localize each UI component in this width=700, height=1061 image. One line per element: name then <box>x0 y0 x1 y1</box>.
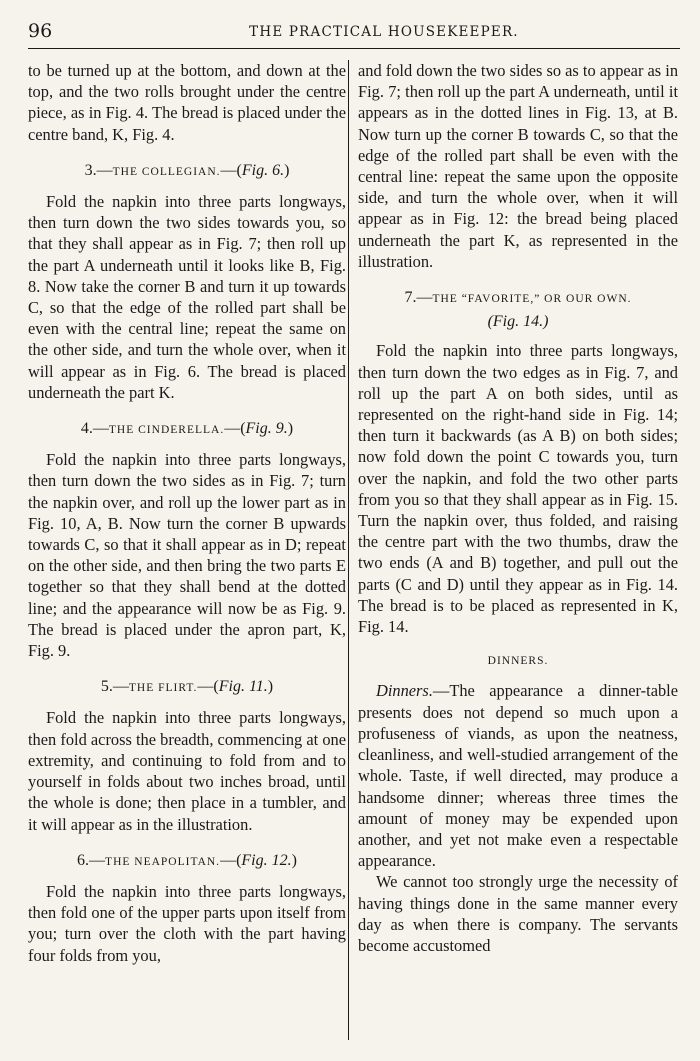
paragraph-collegian: Fold the napkin into three parts longways, then turn down the two sides towards you, so that they shall appear as in Fig. 7; then roll up the part A underneath until it looks like B, Fig. 8. Now take the corner B and turn it up towards C, so that the edge of the rolled part shall be even with the central line; repeat the same on the other side, and turn the whole over, when it will appear as in Fig. 6. The bread is placed underneath the part K. <box>28 192 346 402</box>
paragraph-flirt: Fold the napkin into three parts longways, then fold across the breadth, commencing at one extremity, and continuing to fold from and to yourself in folds about two inches broad, until the whole is done; then place in a tumbler, and it will appear as in the illustration. <box>28 708 346 834</box>
section-heading-cinderella: 4.—THE CINDERELLA.—(Fig. 9.) <box>80 420 294 438</box>
paragraph-continued: to be turned up at the bottom, and down at the top, and the two rolls brought under the centre piece, as in Fig. 4. The bread is placed under the centre band, K, Fig. 4. <box>28 61 346 144</box>
paragraph-neapolitan: Fold the napkin into three parts longways, then fold one of the upper parts upon itself from you; turn over the cloth with the part having four folds from you, <box>28 881 346 965</box>
paragraph-favorite: Fold the napkin into three parts longways, then turn down the two edges as in Fig. 7, and roll up the part A on both sides, until as represented on the right-hand side in Fig. 14; then turn it backwards (as A B) on both sides; now fold down the point C towards you, turn over the napkin, and fold the two other parts from you so that they shall appear as in Fig. 15. Turn the napkin over, thus folded, and raising the centre part with the two thumbs, draw the two ends (A and B) together, and pull out the parts (C and D) until they appear as in Fig. 14. The bread is to be placed as represented in K, Fig. 14. <box>358 341 678 637</box>
section-heading-favorite: 7.—THE “FAVORITE,” OR OUR OWN. (Fig. 14.) <box>404 289 632 331</box>
dinners-lead: Dinners. <box>376 681 433 701</box>
section-heading-collegian: 3.—THE COLLEGIAN.—(Fig. 6.) <box>84 161 290 179</box>
paragraph-dinners <box>358 680 678 871</box>
dinners-text: —The appearance a dinner-table presents does not depend so much upon a profuseness of viands, as upon the neatness, cleanliness, and well-studied arrangement of the whole. Taste, if well directed, may produce a handsome dinner; whereas three times the amount of money may be expended upon another, and yet not make even a respectable appearance. <box>358 681 678 871</box>
paragraph-cinderella: Fold the napkin into three parts longways, then turn down the two sides as in Fig. 7; turn the napkin over, and roll up the lower part as in Fig. 10, A, B. Now turn the corner B upwards towards C, so that it shall appear as in D; repeat on the other side, and then bring the two parts E together so that they shall bend at the dotted line; and the appearance will now be as Fig. 9. The bread is placed under the apron part, K, Fig. 9. <box>28 450 346 661</box>
section-title-dinners: DINNERS. <box>487 655 549 668</box>
section-heading-flirt: 5.—THE FLIRT.—(Fig. 11.) <box>100 678 274 696</box>
page-header <box>28 20 680 49</box>
paragraph-last: We cannot too strongly urge the necessity of having things done in the same manner every day as when there is company. The servants become accustomed <box>358 872 678 955</box>
column-divider <box>348 60 349 1040</box>
section-heading-neapolitan: 6.—THE NEAPOLITAN.—(Fig. 12.) <box>77 851 297 869</box>
page-number: 96 <box>28 20 53 42</box>
paragraph-continued-right: and fold down the two sides so as to appear as in Fig. 7; then roll up the part A underneath, until it appears as in the dotted lines in Fig. 13, at B. Now turn up the corner B towards C, so that the edge of the rolled part shall be even with the central line: repeat the same upon the opposite side, and turn the whole over, when it will appear as in Fig. 12: the bread being placed underneath the part K, as represented in the illustration. <box>358 61 679 271</box>
left-column <box>28 60 346 966</box>
right-column <box>358 60 678 956</box>
running-title: THE PRACTICAL HOUSEKEEPER. <box>249 24 519 40</box>
